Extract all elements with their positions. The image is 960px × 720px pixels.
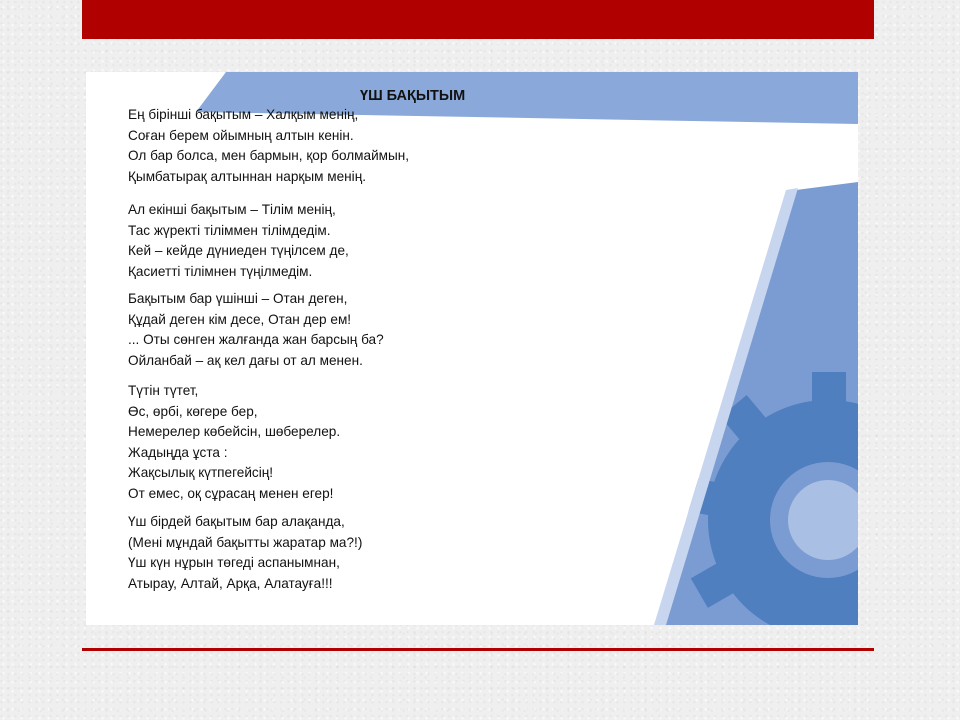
top-accent-bar [82,0,874,39]
poem-line: Атырау, Алтай, Арқа, Алатауға!!! [128,575,333,591]
poem-title: ҮШ БАҚЫТЫМ [360,88,466,104]
bottom-accent-line [82,648,874,651]
poem-line: Үш күн нұрын төгеді аспанымнан, [128,555,340,570]
poem-line: Үш бірдей бақытым бар алақанда, [128,514,345,529]
poem-line: Түтін түтет, [128,383,199,398]
poem-line: Ал екінші бақытым – Тілім менің, [128,202,336,217]
poem-line: От емес, оқ сұрасаң менен егер! [128,485,334,501]
poem-line: Немерелер көбейсін, шөберелер. [128,424,341,439]
poem-line: Жақсылық күтпегейсің! [128,465,274,480]
stanza-2 [128,200,349,282]
poem-line: ... Оты сөнген жалғанда жан барсың ба? [128,332,384,347]
poem-line: Жадыңда ұста : [128,444,228,460]
stanza-1 [128,105,409,187]
poem-slide-image [86,72,858,625]
poem-line: Соған берем ойымның алтын кенін. [128,127,354,143]
poem-line: Бақытым бар үшінші – Отан деген, [128,291,348,306]
poem-line: (Мені мұндай бақытты жаратар ма?!) [128,534,363,550]
poem-line: Қасиетті тілімнен түңілмедім. [128,263,313,279]
stanza-3 [128,289,384,371]
poem-line: Қымбатырақ алтыннан нарқым менің. [128,168,366,184]
stanza-5 [128,512,362,594]
poem-line: Құдай деген кім десе, Отан дер ем! [128,311,352,327]
poem-line: Ол бар болса, мен бармын, қор болмаймын, [128,148,410,163]
poem-line: Ең бірінші бақытым – Халқым менің, [128,107,359,122]
poem-line: Кей – кейде дүниеден түңілсем де, [128,243,349,258]
poem-line: Тас жүректі тіліммен тілімдедім. [128,222,331,238]
stanza-4 [128,381,340,504]
poem-line: Өс, өрбі, көгере бер, [128,403,258,419]
poem-line: Ойланбай – ақ кел дағы от ал менен. [128,352,363,368]
